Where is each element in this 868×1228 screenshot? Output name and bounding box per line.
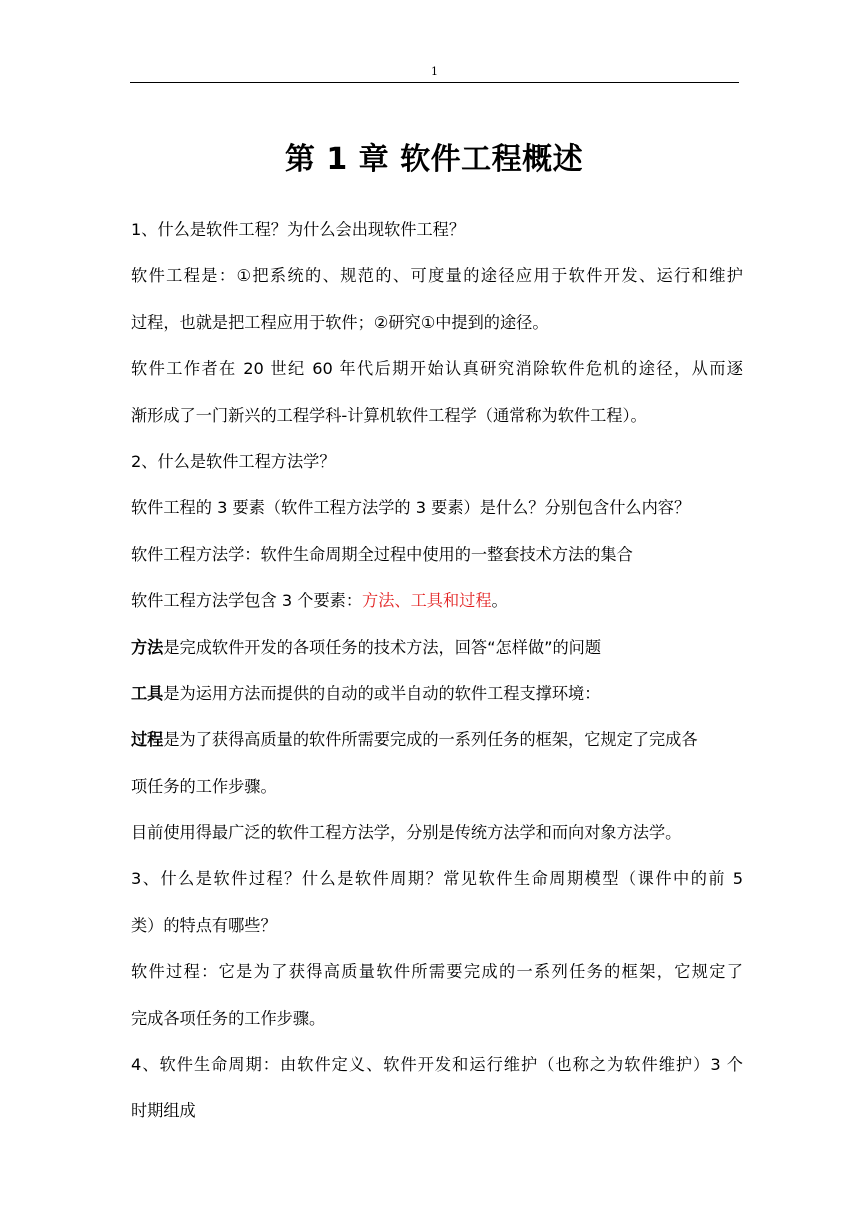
question-4: 4、软件生命周期：由软件定义、软件开发和运行维护（也称之为软件维护）3 个	[131, 1055, 743, 1075]
text-segment: 是为了获得高质量的软件所需要完成的一系列任务的框架，它规定了完成各	[163, 730, 698, 750]
document-body	[131, 212, 743, 1140]
bold-term: 过程	[131, 730, 164, 750]
page-number: 1	[431, 65, 438, 78]
paragraph-line: 软件工程的 3 要素（软件工程方法学的 3 要素）是什么？分别包含什么内容？	[131, 498, 691, 518]
paragraph-line	[131, 722, 743, 768]
paragraph-line: 完成各项任务的工作步骤。	[131, 1008, 326, 1028]
question-3: 3、什么是软件过程？什么是软件周期？常见软件生命周期模型（课件中的前 5	[131, 869, 743, 889]
question-2: 2、什么是软件工程方法学？	[131, 451, 336, 471]
highlighted-text: 方法、工具和过程	[362, 591, 492, 611]
paragraph-line	[131, 630, 743, 676]
text-segment: 软件工程方法学包含 3 个要素：	[131, 591, 363, 611]
text-segment: 。	[491, 591, 508, 611]
paragraph-line: 过程，也就是把工程应用于软件；②研究①中提到的途径。	[131, 312, 549, 332]
paragraph-line: 软件过程：它是为了获得高质量软件所需要完成的一系列任务的框架，它规定了	[131, 962, 743, 982]
paragraph-line: 软件工程方法学：软件生命周期全过程中使用的一整套技术方法的集合	[131, 544, 633, 564]
paragraph-line: 项任务的工作步骤。	[131, 776, 277, 796]
page-header	[130, 62, 739, 83]
paragraph-line: 软件工程是：①把系统的、规范的、可度量的途径应用于软件开发、运行和维护	[131, 266, 743, 286]
question-1: 1、什么是软件工程？为什么会出现软件工程？	[131, 220, 466, 239]
paragraph-line	[131, 583, 743, 629]
bold-term: 工具	[131, 683, 164, 703]
text-segment: 是完成软件开发的各项任务的技术方法，回答“怎样做”的问题	[163, 637, 602, 657]
paragraph-line: 渐形成了一门新兴的工程学科-计算机软件工程学（通常称为软件工程）。	[131, 405, 647, 425]
paragraph-line: 目前使用得最广泛的软件工程方法学，分别是传统方法学和而向对象方法学。	[131, 823, 682, 843]
paragraph-line: 类）的特点有哪些？	[131, 915, 277, 935]
bold-term: 方法	[131, 637, 164, 657]
paragraph-line: 软件工作者在 20 世纪 60 年代后期开始认真研究消除软件危机的途径，从而逐	[131, 359, 743, 379]
paragraph-line: 时期组成	[131, 1101, 196, 1121]
paragraph-line	[131, 676, 743, 722]
text-segment: 是为运用方法而提供的自动的或半自动的软件工程支撑环境：	[163, 683, 601, 703]
chapter-title: 第 1 章 软件工程概述	[284, 142, 584, 177]
